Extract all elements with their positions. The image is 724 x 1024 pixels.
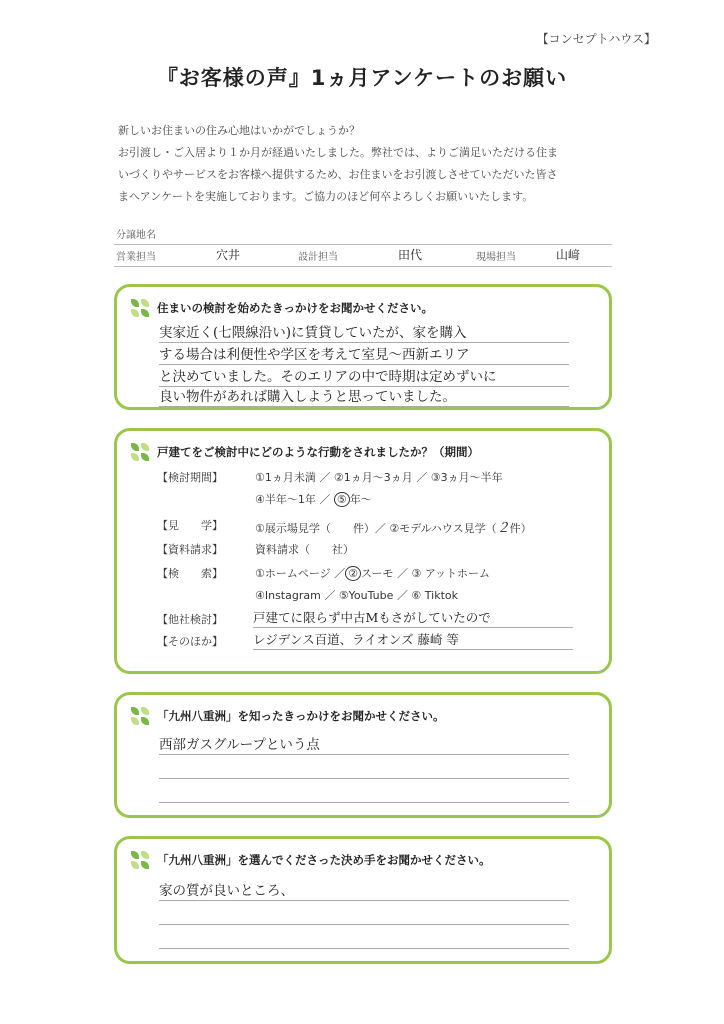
site-label: 現場担当	[476, 252, 516, 263]
question-heading	[131, 851, 491, 869]
answer-line: 家の質が良いところ、	[159, 879, 569, 901]
sales-value: 穴井	[216, 248, 241, 262]
misc-label: 【そのほか】	[157, 635, 223, 648]
question-3-text: 「九州八重洲」を知ったきっかけをお聞かせください。	[157, 709, 445, 723]
misc-answer: レジデンス百道、ライオンズ 藤崎 等	[253, 629, 573, 650]
site-value: 山﨑	[556, 248, 581, 262]
period-options-2	[255, 491, 372, 507]
document-tag: 【コンセプトハウス】	[536, 32, 656, 46]
intro-line: いづくりやサービスをお客様へ提供するため、お住まいをお引渡しさせていただいた皆さ	[118, 168, 558, 181]
question-heading	[131, 707, 445, 725]
leaf-icon	[131, 299, 149, 317]
period-text: 年〜	[349, 493, 372, 506]
search-options-2: ④Instagram ／ ⑤YouTube ／ ⑥ Tiktok	[255, 589, 458, 602]
search-text: ①ホームページ ／	[255, 567, 346, 580]
question-box-4	[114, 836, 612, 964]
leaf-icon	[131, 851, 149, 869]
intro-line: お引渡し・ご入居より１か月が経過いたしました。弊社では、よりご満足いただける住ま	[118, 146, 558, 159]
answer-line: 実家近く(七隈線沿い)に賃貸していたが、家を購入	[159, 321, 569, 343]
intro-text	[118, 120, 638, 208]
answer-line	[159, 927, 569, 949]
page-title: 『お客様の声』1ヵ月アンケートのお願い	[156, 66, 568, 90]
answer-line	[159, 757, 569, 779]
visit-count: ２	[496, 521, 510, 536]
visit-options	[255, 517, 532, 536]
answer-line	[159, 903, 569, 925]
design-label: 設計担当	[298, 252, 338, 263]
period-text: ④半年〜1年 ／	[255, 493, 334, 506]
design-value: 田代	[398, 248, 423, 262]
question-4-text: 「九州八重洲」を選んでくださった決め手をお聞かせください。	[157, 853, 491, 867]
search-options	[255, 565, 490, 581]
selected-search-mark: ②	[345, 566, 361, 581]
sales-label: 営業担当	[116, 252, 156, 263]
docs-options: 資料請求（ 社）	[255, 543, 354, 556]
period-label: 【検討期間】	[157, 471, 223, 484]
bunjo-row	[114, 224, 612, 245]
answer-line: 良い物件があれば購入しようと思っていました。	[159, 385, 569, 407]
bunjo-label: 分譲地名	[116, 230, 156, 241]
intro-line: 新しいお住まいの住み心地はいかがでしょうか？	[118, 124, 360, 137]
question-box-1	[114, 284, 612, 410]
visit-label: 【見 学】	[157, 519, 223, 532]
question-heading	[131, 443, 479, 461]
docs-label: 【資料請求】	[157, 543, 223, 556]
question-box-3	[114, 692, 612, 818]
visit-text: 件）	[509, 522, 532, 535]
visit-text: ①展示場見学（ 件）／ ②モデルハウス見学（	[255, 522, 497, 535]
other-answer: 戸建てに限らず中古Mもさがしていたので	[253, 607, 573, 628]
answer-line	[159, 781, 569, 803]
answer-line: 西部ガスグループという点	[159, 733, 569, 755]
leaf-icon	[131, 443, 149, 461]
answer-line: と決めていました。そのエリアの中で時期は定めずいに	[159, 365, 569, 387]
staff-row	[114, 246, 612, 267]
answer-line: する場合は利便性や学区を考えて室見〜西新エリア	[159, 343, 569, 365]
selected-period-mark: ⑤	[334, 492, 350, 507]
question-2-text: 戸建てをご検討中にどのような行動をされましたか？（期間）	[157, 445, 479, 459]
period-options: ①1ヵ月未満 ／ ②1ヵ月〜3ヵ月 ／ ③3ヵ月〜半年	[255, 471, 503, 484]
question-heading	[131, 299, 433, 317]
search-text: スーモ ／ ③ アットホーム	[361, 567, 491, 580]
other-label: 【他社検討】	[157, 613, 223, 626]
question-box-2	[114, 428, 612, 674]
search-label: 【検 索】	[157, 567, 223, 580]
question-1-text: 住まいの検討を始めたきっかけをお聞かせください。	[157, 301, 433, 315]
leaf-icon	[131, 707, 149, 725]
intro-line: まへアンケートを実施しております。ご協力のほど何卒よろしくお願いいたします。	[118, 190, 534, 203]
